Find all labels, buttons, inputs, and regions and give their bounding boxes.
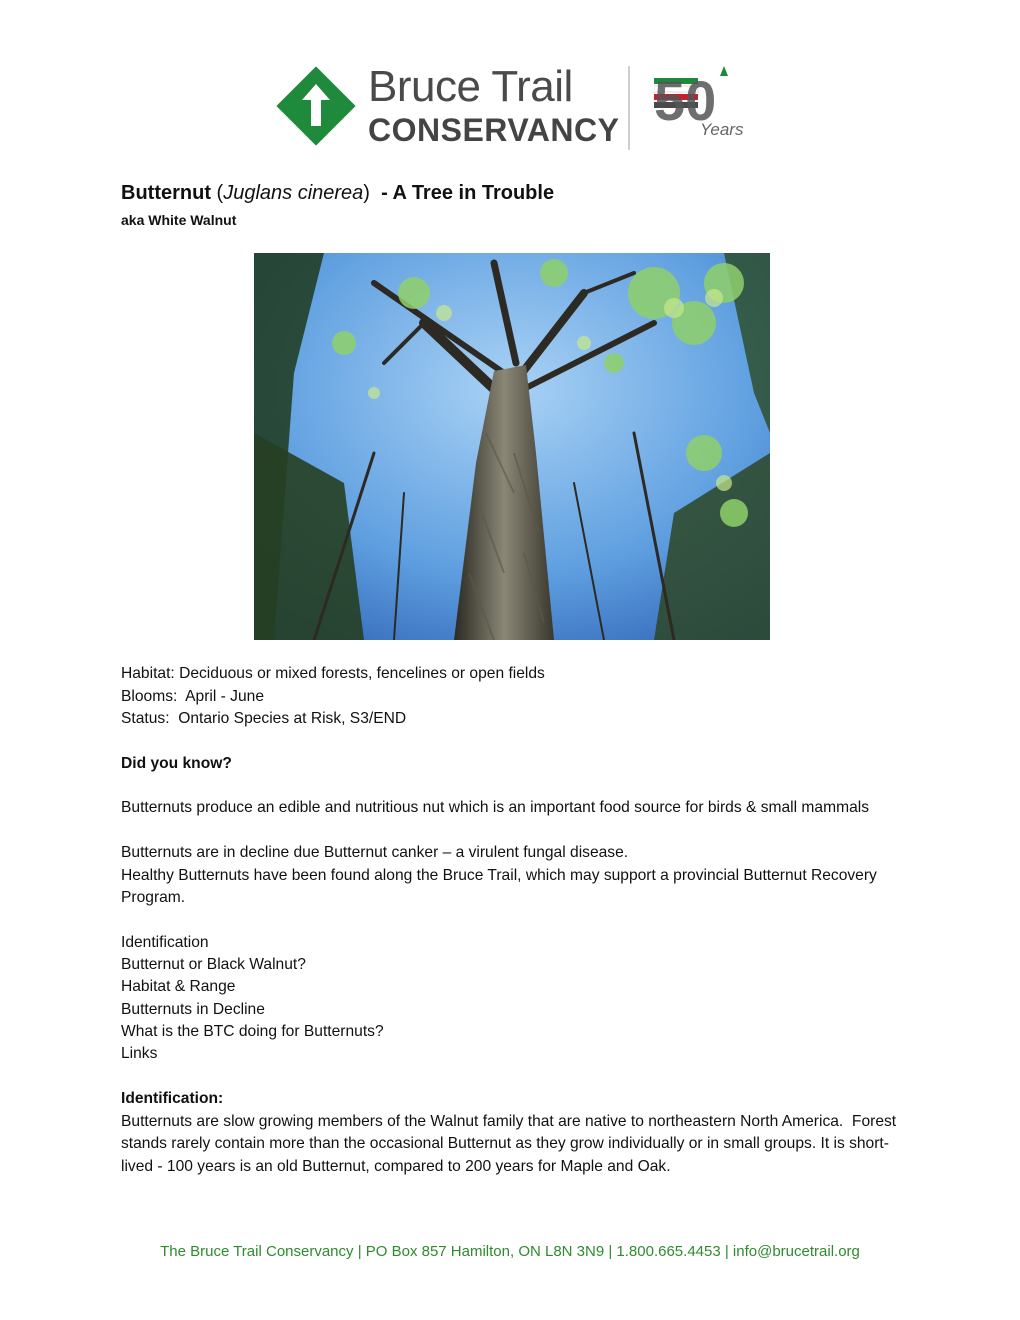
title-suffix: - A Tree in Trouble: [369, 182, 555, 204]
aka-subtitle: aka White Walnut: [121, 212, 237, 228]
tree-illustration: [254, 253, 770, 640]
title-close-paren: ): [363, 182, 370, 204]
did-you-know-heading: Did you know?: [121, 755, 232, 772]
anniversary-50-emblem: [654, 64, 750, 126]
identification-paragraph: Butternuts are slow growing members of the Walnut family that are native to northeastern North America. Forest stands rarely contain more than the occasional Butternut as they grow individually or in small groups. It is short-lived - 100 years is an old Butternut, compared to 200 years for Maple and Oak.: [121, 1113, 901, 1175]
anniversary-number: 50: [654, 69, 717, 126]
did-you-know-line-2: Butternuts are in decline due Butternut canker – a virulent fungal disease.: [121, 844, 629, 861]
identification-heading: Identification:: [121, 1090, 224, 1107]
contents-item-identification: Identification: [121, 934, 209, 951]
did-you-know-line-1: Butternuts produce an edible and nutritious nut which is an important food source for birds & small mammals: [121, 799, 870, 816]
habitat-line: Habitat: Deciduous or mixed forests, fencelines or open fields: [121, 665, 545, 682]
logo-divider: [628, 66, 630, 150]
bruce-trail-arrow-icon: [276, 66, 356, 146]
contents-item-habitat-range: Habitat & Range: [121, 978, 236, 995]
status-line: Status: Ontario Species at Risk, S3/END: [121, 710, 407, 727]
blooms-line: Blooms: April - June: [121, 688, 265, 705]
contents-item-links: Links: [121, 1045, 158, 1062]
title-common-name: Butternut: [121, 182, 211, 204]
anniversary-years-label: Years: [700, 120, 744, 139]
butternut-tree-photo: [254, 253, 770, 640]
contents-item-butternut-or-black-walnut: Butternut or Black Walnut?: [121, 956, 306, 973]
logo-name: Bruce Trail: [368, 62, 573, 111]
contents-item-butternuts-in-decline: Butternuts in Decline: [121, 1001, 265, 1018]
title-latin-name: Juglans cinerea: [223, 182, 364, 204]
logo-subtitle: CONSERVANCY: [368, 112, 620, 148]
title-open-paren: (: [210, 182, 224, 204]
footer-contact: The Bruce Trail Conservancy | PO Box 857 Hamilton, ON L8N 3N9 | 1.800.665.4453 | info@brucetrail.org: [160, 1243, 860, 1260]
contents-item-btc-doing: What is the BTC doing for Butternuts?: [121, 1023, 384, 1040]
did-you-know-line-3: Healthy Butternuts have been found along the Bruce Trail, which may support a provincial Butternut Recovery Program.: [121, 867, 877, 907]
page-title: [121, 182, 554, 205]
header-logo: [276, 60, 756, 156]
